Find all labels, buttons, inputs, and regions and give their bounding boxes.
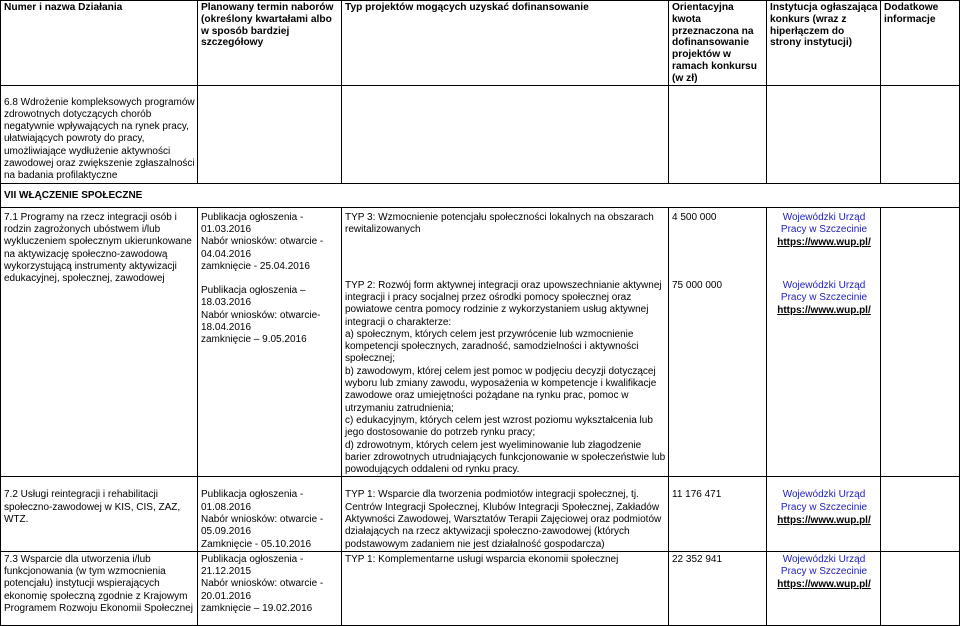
amount-cell [669,477,767,551]
amount-value: 4 500 000 [672,211,717,223]
section-filler [342,183,669,207]
schedule-cell [198,551,342,625]
institution-url-link[interactable]: https://www.wup.pl/ [777,579,871,591]
header-numer-nazwa: Numer i nazwa Działania [1,1,198,86]
institution-link[interactable]: Wojewódzki Urząd Pracy w Szczecinie [780,553,868,578]
project-type-item: c) edukacyjnym, których celem jest wzrost poziomu wykształcenia lub jego dostosowanie do potrzeb rynku pracy; [345,414,653,439]
schedule-line: 05.09.2016 [201,526,252,538]
schedule-line: Publikacja ogłoszenia - [201,211,304,223]
institution-url-link[interactable]: https://www.wup.pl/ [777,515,871,526]
table-row-7-3 [1,551,960,625]
project-type-text: TYP 2: Rozwój form aktywnej integracji oraz upowszechnianie aktywnej integracji i pracy socjalnej przez ośrodki pomocy społecznej oraz powiatowe centra pomocy rodzinie z wykorzystaniem usług aktywnej integracji o charakterze: [345,279,662,328]
schedule-cell [198,477,342,551]
institution-link[interactable]: Wojewódzki Urząd Pracy w Szczecinie [780,489,868,513]
additional-info-cell [881,207,960,477]
project-type-item: d) zdrowotnym, których celem jest wyeliminowanie lub złagodzenie barier zdrowotnych utrudniających funkcjonowanie w społeczeństwie lub powodujących oddaleni od rynku pracy. [345,439,666,476]
project-type-cell [342,551,669,625]
schedule-line: Publikacja ogłoszenia - [201,553,304,565]
institution-url-link[interactable]: https://www.wup.pl/ [777,237,871,249]
header-dodatkowe: Dodatkowe informacje [881,1,960,86]
empty-cell [669,85,767,183]
additional-info-cell [881,477,960,551]
schedule-cell [198,207,342,477]
empty-cell [767,85,881,183]
schedule-line: Zamknięcie - 05.10.2016 [201,538,312,550]
action-name-6-8 [1,85,198,183]
institution-cell [767,477,881,551]
action-name-text: 7.1 Programy na rzecz integracji osób i rodzin zagrożonych ubóstwem i/lub wykluczeniem społecznym ukierunkowane na aktywizację społeczno-zawodową wykorzystującą instrumenty aktywizacji edukacyjnej, społecznej, zawodowej [4,211,192,285]
table-row-7-2 [1,477,960,551]
additional-info-cell [881,551,960,625]
header-row [1,1,960,86]
table-row-6-8 [1,85,960,183]
empty-cell [342,85,669,183]
table-row-7-1 [1,207,960,477]
institution-cell [767,207,881,477]
schedule-line: zamknięcie – 19.02.2016 [201,603,313,615]
schedule-line: 04.04.2016 [201,248,252,260]
empty-cell [198,85,342,183]
schedule-line: zamknięcie – 9.05.2016 [201,334,307,346]
project-type-text: TYP 1: Wsparcie dla tworzenia podmiotów integracji społecznej, tj. Centrów Integracji Społecznej, Klubów Integracji Społecznej, Zakładów Aktywności Zawodowej, Warsztatów Terapii Zajęciowej oraz podmiotów działających na rzecz aktywizacji społeczno-zawodowej (których podstawowym zadaniem nie jest działalność gospodarcza) [345,489,662,550]
schedule-line: 21.12.2015 [201,566,252,578]
header-termin: Planowany termin naborów (określony kwartałami albo w sposób bardziej szczegółowy [198,1,342,86]
schedule-line: Nabór wniosków: otwarcie - [201,578,324,590]
project-type-cell [342,477,669,551]
schedule-line: 18.03.2016 [201,297,252,309]
schedule-line: Publikacja ogłoszenia - [201,489,304,501]
action-name-text: 7.3 Wsparcie dla utworzenia i/lub funkcjonowania (w tym wzmocnienia potencjału) instytucji wspierających ekonomię społeczną zgodnie z Krajowym Programem Rozwoju Ekonomii Społecznej [4,553,193,615]
schedule-line: Nabór wniosków: otwarcie - [201,514,324,525]
header-typ-projektow: Typ projektów mogących uzyskać dofinansowanie [342,1,669,86]
section-filler [198,183,342,207]
schedule-line: Publikacja ogłoszenia – [201,285,306,297]
institution-link[interactable]: Wojewódzki Urząd Pracy w Szczecinie [780,211,868,235]
empty-cell [881,85,960,183]
header-instytucja: Instytucja ogłaszająca konkurs (wraz z hiperłączem do strony instytucji) [767,1,881,86]
amount-value: 11 176 471 [672,489,722,501]
amount-value: 75 000 000 [672,279,723,291]
action-name-7-1 [1,207,198,477]
project-type-cell [342,207,669,477]
schedule-line: 01.03.2016 [201,223,252,235]
institution-cell [767,551,881,625]
project-type-text: TYP 3: Wzmocnienie potencjału społeczności lokalnych na obszarach rewitalizowanych [345,211,654,235]
action-name-7-3 [1,551,198,625]
schedule-line: Nabór wniosków: otwarcie - [201,236,324,248]
section-row [1,183,960,207]
institution-url-link[interactable]: https://www.wup.pl/ [777,305,871,317]
header-kwota: Orientacyjna kwota przeznaczona na dofinansowanie projektów w ramach konkursu (w zł) [669,1,767,86]
schedule-line: Nabór wniosków: otwarcie- [201,309,321,321]
project-type-item: a) społecznym, których celem jest przywrócenie lub wzmocnienie kompetencji społecznych, zaradność, samodzielności i aktywności społecznej; [345,328,639,365]
schedule-line: 18.04.2016 [201,322,252,334]
project-type-text: TYP 1: Komplementarne usługi wsparcia ekonomii społecznej [345,553,619,565]
project-type-item: b) zawodowym, której celem jest pomoc w podjęciu decyzji dotyczącej wyboru lub zmiany zawodu, wyposażenia w kompetencje i kwalifikacje zawodowe oraz umiejętności pożądane na rynku prac, pomoc w utrzymaniu zatrudnienia; [345,365,657,414]
schedule-line: 01.08.2016 [201,501,252,513]
amount-cell [669,551,767,625]
amount-cell [669,207,767,477]
schedule-line: zamknięcie - 25.04.2016 [201,260,310,272]
institution-link[interactable]: Wojewódzki Urząd Pracy w Szczecinie [780,279,868,303]
action-name-7-2 [1,477,198,551]
section-title: VII WŁĄCZENIE SPOŁECZNE [1,183,198,207]
section-filler [767,183,881,207]
section-filler [669,183,767,207]
section-filler [881,183,960,207]
amount-value: 22 352 941 [672,553,723,565]
action-name-text: 7.2 Usługi reintegracji i rehabilitacji społeczno-zawodowej w KIS, CIS, ZAZ, WTZ. [4,489,181,525]
action-name-text: 6.8 Wdrożenie kompleksowych programów zdrowotnych dotyczących chorób negatywnie wpływających na rynek pracy, ułatwiających powroty do pracy, umożliwiające wydłużenie aktywności zawodowej oraz zwiększenie zgłaszalności na badania profilaktyczne [4,96,195,182]
schedule-line: 20.01.2016 [201,590,252,602]
